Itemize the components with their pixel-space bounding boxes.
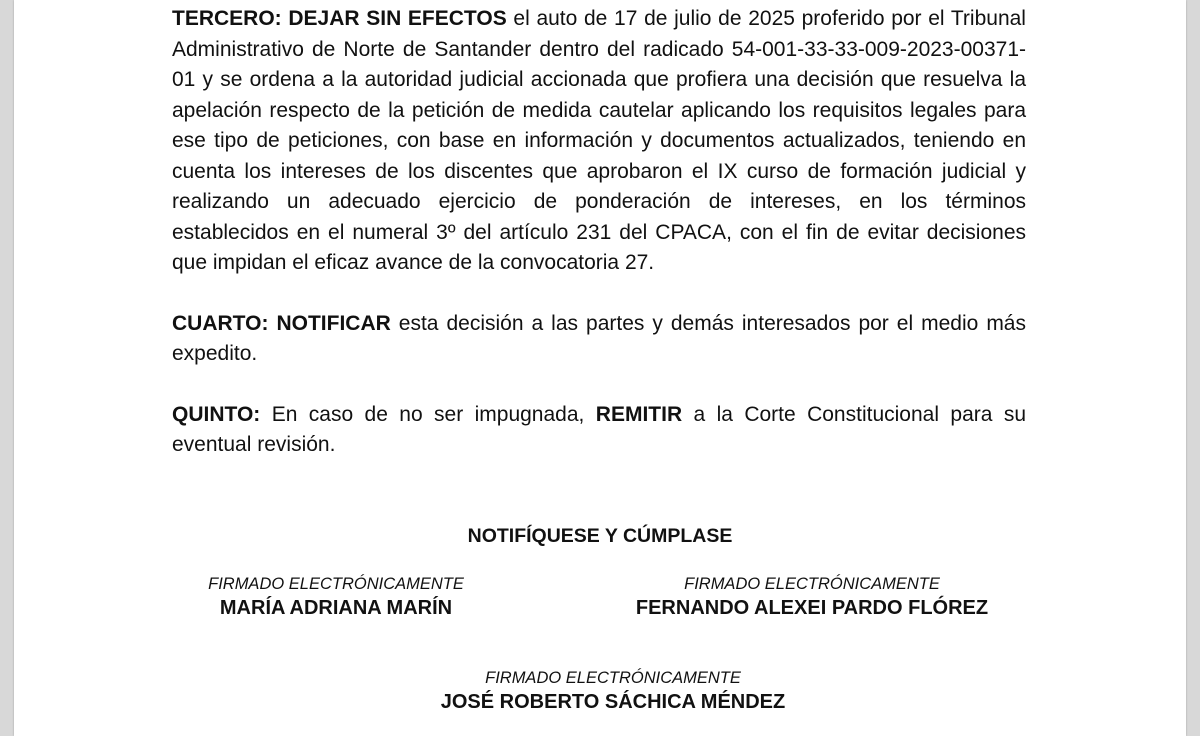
document-page (14, 0, 1186, 736)
paragraph-quinto (172, 400, 1026, 461)
paragraph-tercero-text: el auto de 17 de julio de 2025 proferido por el Tribunal Administrativo de Norte de Santander dentro del radicado 54-001-33-33-009-2023-00371-01 y se ordena a la autoridad judicial accionada que profiera una decisión que resuelva la apelación respecto de la petición de medida cautelar aplicando los requisitos legales para ese tipo de peticiones, con base en información y documentos actualizados, teniendo en cuenta los intereses de los discentes que aprobaron el IX curso de formación judicial y realizando un adecuado ejercicio de ponderación de intereses, en los términos establecidos en el numeral 3º del artículo 231 del CPACA, con el fin de evitar decisiones que impidan el eficaz avance de la convocatoria 27. (172, 7, 1026, 274)
paragraph-quinto-action: REMITIR (595, 402, 683, 426)
signature-note: FIRMADO ELECTRÓNICAMENTE (684, 575, 940, 593)
paragraph-tercero (172, 4, 1026, 279)
paragraph-quinto-text-after: a la Corte Constitucional para su eventual revisión. (172, 402, 1026, 456)
paragraph-cuarto-label: CUARTO: (172, 311, 269, 335)
signature-note: FIRMADO ELECTRÓNICAMENTE (485, 669, 741, 687)
paragraph-cuarto-action: NOTIFICAR (276, 311, 391, 335)
signature-block (398, 668, 828, 716)
paragraph-quinto-text-before: En caso de no ser impugnada, (271, 402, 585, 426)
closing-formula: NOTIFÍQUESE Y CÚMPLASE (467, 525, 733, 547)
signature-block (166, 574, 506, 622)
paragraph-tercero-action: DEJAR SIN EFECTOS (288, 7, 507, 30)
signature-name: JOSÉ ROBERTO SÁCHICA MÉNDEZ (440, 691, 786, 713)
paragraph-cuarto-text: esta decisión a las partes y demás interesados por el medio más expedito. (172, 311, 1026, 365)
signature-name: FERNANDO ALEXEI PARDO FLÓREZ (635, 597, 989, 619)
document-body (172, 4, 1026, 461)
paragraph-quinto-label: QUINTO: (172, 402, 261, 426)
signature-block (592, 574, 1032, 622)
signature-note: FIRMADO ELECTRÓNICAMENTE (208, 575, 464, 593)
signature-name: MARÍA ADRIANA MARÍN (219, 597, 453, 619)
paragraph-cuarto (172, 309, 1026, 370)
paragraph-tercero-label: TERCERO: (172, 7, 282, 30)
